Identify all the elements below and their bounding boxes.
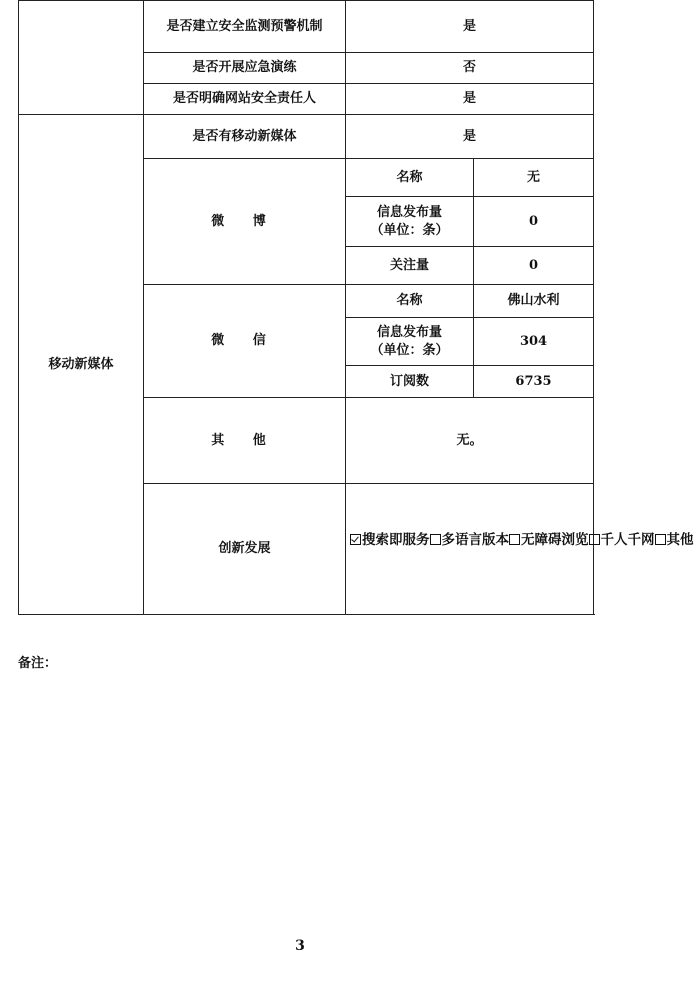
innovation-option-label: 千人千网 [600,532,655,548]
blank-section-cell [19,1,144,115]
table-row [19,115,594,159]
page-number: 3 [295,938,305,954]
has-media-label: 是否有移动新媒体 [144,115,346,159]
responsible-value: 是 [346,84,594,115]
innovation-option-label: 无障碍浏览 [521,532,589,548]
wechat-posts-label-line1: 信息发布量 [376,324,442,340]
weibo-label: 微 博 [144,159,346,285]
responsible-label: 是否明确网站安全责任人 [144,84,346,115]
wechat-subscribers-value: 6735 [474,366,594,398]
checkbox-empty-icon [430,534,441,545]
checkbox-empty-icon [509,534,520,545]
weibo-name-value: 无 [474,159,594,197]
media-section-label: 移动新媒体 [19,115,144,615]
checkbox-empty-icon [655,534,666,545]
weibo-followers-value: 0 [474,247,594,285]
emergency-label: 是否开展应急演练 [144,53,346,84]
weibo-posts-label-line2: （单位：条） [370,222,449,238]
other-value: 无。 [346,398,594,484]
innovation-option-label: 其他 [666,532,694,548]
weibo-posts-label [346,197,474,247]
warning-label: 是否建立安全监测预警机制 [144,1,346,53]
other-label: 其 他 [144,398,346,484]
innovation-option [589,532,655,548]
wechat-posts-value: 304 [474,318,594,366]
warning-value: 是 [346,1,594,53]
innovation-option [430,532,510,548]
innovation-options [350,531,694,549]
report-table [18,0,694,615]
weibo-name-label: 名称 [346,159,474,197]
innovation-option-label: 多语言版本 [441,532,509,548]
innovation-label: 创新发展 [144,484,346,615]
innovation-options-cell [346,484,694,615]
weibo-posts-label-line1: 信息发布量 [376,204,442,220]
weibo-posts-value: 0 [474,197,594,247]
weibo-followers-label: 关注量 [346,247,474,285]
wechat-label: 微 信 [144,285,346,398]
wechat-posts-label-line2: （单位：条） [370,342,449,358]
checkbox-checked-icon [350,534,361,545]
innovation-option [350,532,430,548]
checkbox-empty-icon [589,534,600,545]
innovation-option-label: 搜索即服务 [362,532,430,548]
wechat-name-label: 名称 [346,285,474,318]
wechat-posts-label [346,318,474,366]
wechat-name-value: 佛山水利 [474,285,594,318]
innovation-option [509,532,589,548]
emergency-value: 否 [346,53,594,84]
wechat-subscribers-label: 订阅数 [346,366,474,398]
table-row [19,1,594,53]
has-media-value: 是 [346,115,594,159]
innovation-option [655,532,694,548]
note-label: 备注： [18,656,58,671]
